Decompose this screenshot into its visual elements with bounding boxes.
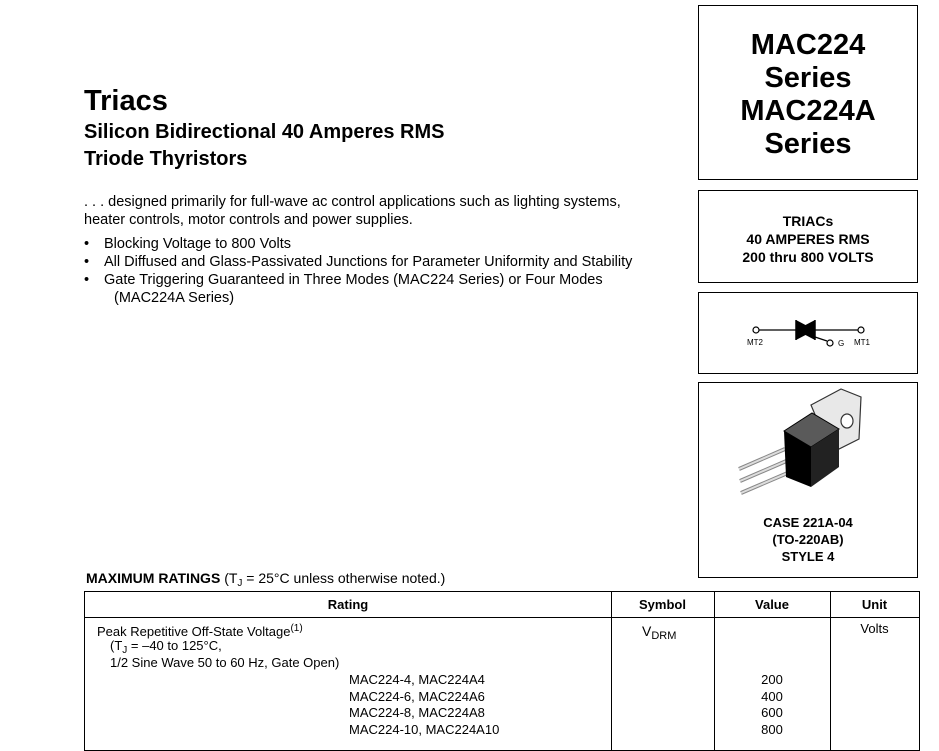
footnote-marker: (1) — [290, 623, 303, 634]
device-value: 400 — [761, 688, 783, 704]
series-line: Series — [764, 128, 852, 160]
gate-label: G — [838, 339, 845, 348]
rating-line-1: Peak Repetitive Off-State Voltage — [97, 624, 291, 639]
heading-note-sub: J — [237, 578, 243, 589]
intro-line-1: . . . designed primarily for full-wave ac control applications such as lighting systems, — [84, 194, 621, 210]
to220-package-icon — [699, 383, 916, 513]
max-ratings-heading — [86, 569, 445, 593]
series-line: MAC224 — [750, 29, 866, 61]
feature-item — [84, 235, 684, 253]
feature-text: Blocking Voltage to 800 Volts — [104, 236, 292, 252]
package-type: (TO-220AB) — [772, 532, 844, 547]
intro-line-2: heater controls, motor controls and power supplies. — [84, 212, 413, 228]
series-line: MAC224A — [740, 95, 876, 127]
device-value: 200 — [761, 672, 783, 687]
rating-line-2-sub: J — [122, 645, 128, 656]
page-title: Triacs — [84, 85, 168, 117]
device-parts: MAC224-8, MAC224A8 — [349, 705, 485, 720]
column-header-unit: Unit — [861, 597, 888, 612]
series-line: Series — [764, 62, 852, 94]
device-parts: MAC224-10, MAC224A10 — [349, 721, 500, 737]
feature-text: Gate Triggering Guaranteed in Three Modes (MAC224 Series) or Four Modes — [104, 272, 603, 288]
package-style: STYLE 4 — [781, 549, 835, 564]
rating-line-2-post: = –40 to 125°C, — [127, 638, 222, 653]
device-value: 800 — [761, 721, 783, 737]
device-parts: MAC224-6, MAC224A6 — [349, 688, 485, 704]
bullet-icon: • — [84, 254, 90, 270]
subtitle-line-1: Silicon Bidirectional 40 Amperes RMS — [84, 121, 445, 143]
bullet-icon: • — [84, 272, 90, 288]
spec-line: 200 thru 800 VOLTS — [742, 249, 874, 265]
package-box — [698, 382, 918, 578]
feature-item — [84, 271, 684, 307]
bullet-icon: • — [84, 236, 90, 252]
rating-line-3: 1/2 Sine Wave 50 to 60 Hz, Gate Open) — [110, 655, 340, 670]
case-number: CASE 221A-04 — [763, 515, 853, 530]
symbol-vdrm — [642, 623, 676, 645]
symbol-box — [698, 292, 918, 374]
column-divider — [611, 592, 612, 750]
heading-note-pre: (T — [224, 570, 238, 586]
max-ratings-table — [84, 591, 920, 751]
device-parts: MAC224-4, MAC224A4 — [349, 672, 485, 687]
heading-note-post: = 25°C unless otherwise noted.) — [242, 570, 446, 586]
feature-list — [84, 235, 684, 307]
feature-item — [84, 253, 684, 271]
spec-line: TRIACs — [782, 213, 834, 229]
subtitle-line-2: Triode Thyristors — [84, 148, 248, 170]
header-divider — [85, 617, 919, 618]
mt1-label: MT1 — [854, 338, 870, 347]
intro-paragraph — [84, 193, 684, 229]
spec-line: 40 AMPERES RMS — [746, 231, 870, 247]
column-header-symbol: Symbol — [639, 597, 686, 612]
column-header-value: Value — [755, 597, 789, 612]
symbol-main: V — [642, 623, 652, 639]
max-ratings-title: MAXIMUM RATINGS — [86, 570, 221, 586]
column-divider — [830, 592, 831, 750]
feature-text-continued: (MAC224A Series) — [114, 290, 235, 306]
rating-line-2-pre: (T — [110, 638, 123, 653]
symbol-sub: DRM — [651, 630, 677, 642]
series-box — [698, 5, 918, 180]
spec-box — [698, 190, 918, 283]
feature-text: All Diffused and Glass-Passivated Junctions for Parameter Uniformity and Stability — [104, 254, 633, 270]
triac-symbol-icon — [699, 293, 916, 372]
device-value: 600 — [761, 705, 783, 720]
column-header-rating: Rating — [327, 597, 369, 612]
mt2-label: MT2 — [747, 338, 763, 347]
unit-volts: Volts — [860, 621, 889, 636]
